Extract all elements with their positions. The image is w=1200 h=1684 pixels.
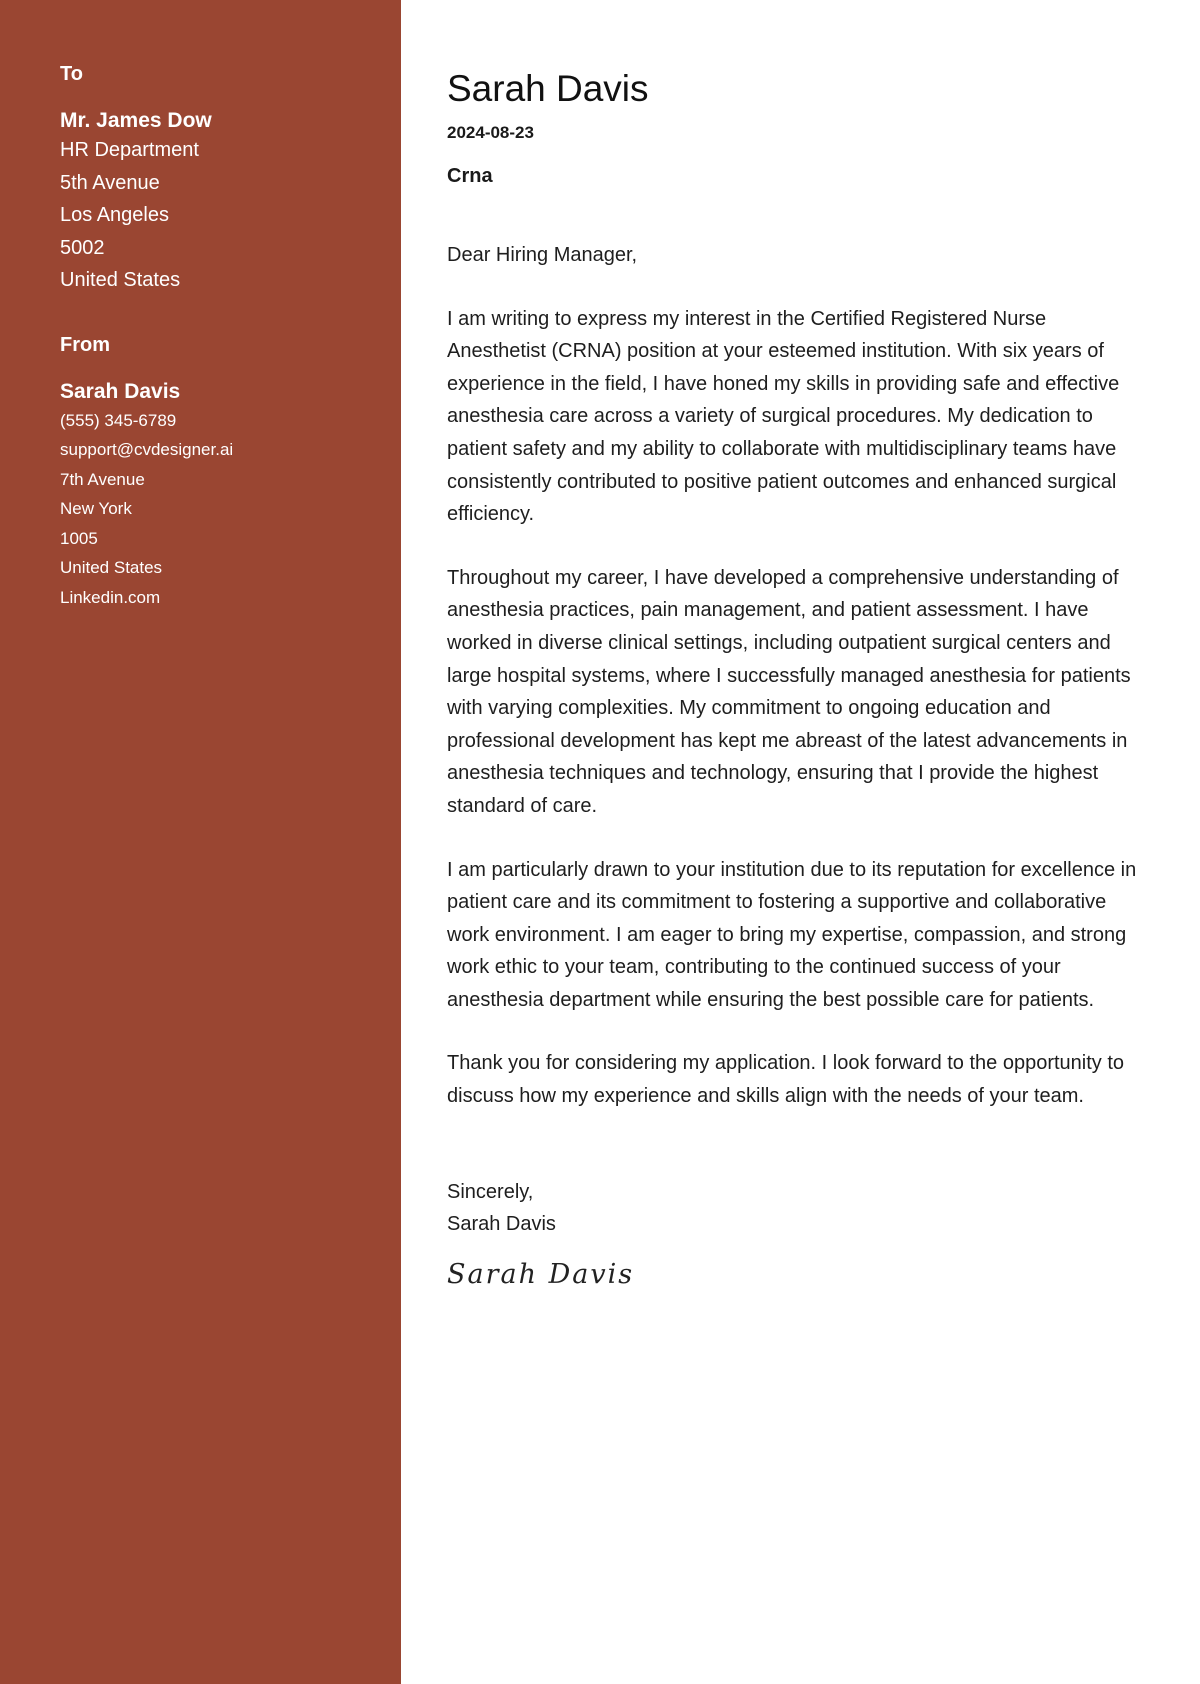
recipient-name: Mr. James Dow: [60, 109, 212, 132]
sender-name: Sarah Davis: [60, 379, 181, 403]
paragraph-4: Thank you for considering my application. I look forward to the opportunity to discuss how my experience and skills align with the needs of your team.: [447, 1052, 1125, 1108]
sender-street: 7th Avenue: [60, 469, 145, 489]
sender-heading: From: [60, 333, 110, 356]
handwritten-signature: Sarah Davis: [447, 1258, 635, 1290]
paragraph-3: I am particularly drawn to your institution due to its reputation for excellence in patient care and its commitment to fostering a supportive and collaborative work environment. I am eager to bring my expertise, compassion, and strong work ethic to your team, contributing to the continued success of your anesthesia department while ensuring the best possible care for patients.: [447, 858, 1137, 1011]
letter-date: 2024-08-23: [447, 123, 534, 142]
sender-phone: (555) 345-6789: [60, 410, 177, 430]
contact-sidebar: [0, 0, 401, 1684]
recipient-street: 5th Avenue: [60, 171, 160, 194]
sender-city: New York: [60, 499, 132, 518]
salutation: Dear Hiring Manager,: [447, 244, 638, 266]
closing: Sincerely,: [447, 1180, 534, 1203]
sender-website: Linkedin.com: [60, 587, 161, 607]
letter-content: [447, 239, 1147, 1295]
letter-body: [401, 0, 1200, 1684]
recipient-city: Los Angeles: [60, 204, 169, 226]
recipient-heading: To: [60, 63, 83, 85]
sender-country: United States: [60, 558, 163, 577]
sender-contact-block: [60, 406, 401, 613]
job-title: Crna: [447, 165, 493, 187]
sender-email: support@cvdesigner.ai: [60, 440, 234, 459]
author-name: Sarah Davis: [447, 68, 649, 109]
paragraph-2: Throughout my career, I have developed a comprehensive understanding of anesthesia practices, pain management, and patient assessment. I have worked in diverse clinical settings, including outpatient surgical centers and large hospital systems, where I successfully managed anesthesia for patients with varying complexities. My commitment to ongoing education and professional development has kept me abreast of the latest advancements in anesthesia techniques and technology, ensuring that I provide the highest standard of care.: [447, 566, 1131, 817]
recipient-department: HR Department: [60, 139, 199, 161]
closing-name: Sarah Davis: [447, 1213, 556, 1236]
sender-zip: 1005: [60, 528, 98, 548]
paragraph-1: I am writing to express my interest in the Certified Registered Nurse Anesthetist (CRNA) position at your esteemed institution. With six years of experience in the field, I have honed my skills in providing safe and effective anesthesia care across a variety of surgical procedures. My dedication to patient safety and my ability to collaborate with multidisciplinary teams have consistently contributed to positive patient outcomes and enhanced surgical efficiency.: [447, 307, 1120, 526]
recipient-zip: 5002: [60, 236, 105, 259]
recipient-country: United States: [60, 269, 181, 291]
